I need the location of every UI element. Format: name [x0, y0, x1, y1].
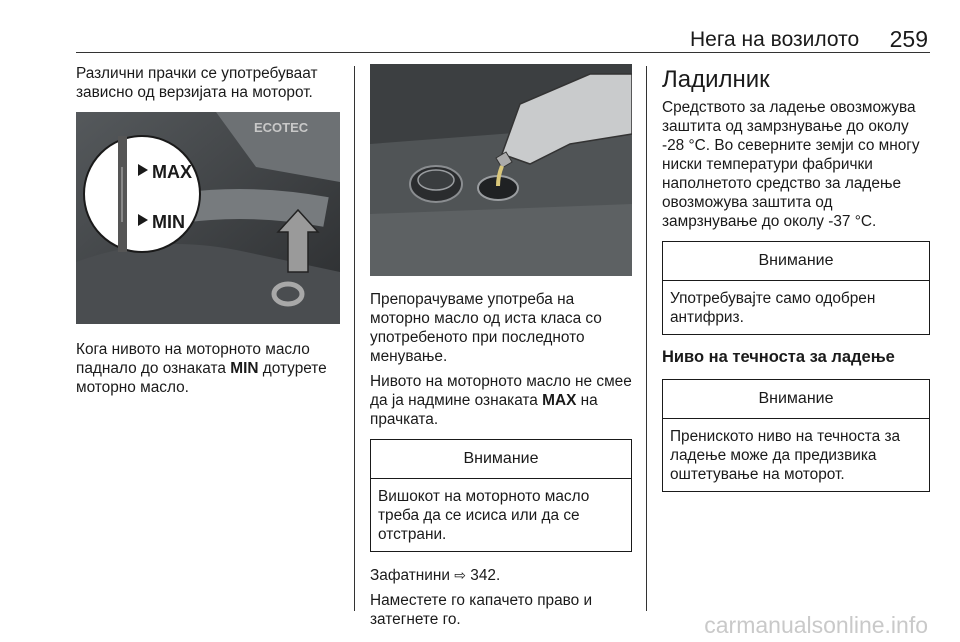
reference-page-link[interactable]: 342. — [466, 567, 501, 584]
running-header-title: Нега на возилото — [690, 28, 860, 51]
engine-mark: ECOTEC — [254, 120, 309, 135]
column-3 — [662, 66, 930, 492]
max-text-after: на прачката. — [370, 392, 598, 428]
intro-paragraph: Различни прачки се употребуваат зависно од верзијата на моторот. — [76, 65, 318, 101]
cap-paragraph: Наместете го капачето право и затегнете го. — [370, 592, 593, 628]
max-text-bold: MAX — [542, 392, 577, 409]
column-divider-2 — [646, 66, 647, 611]
caution-body: Вишокот на моторното масло треба да се исиса или да се отстрани. — [378, 488, 590, 543]
min-label: MIN — [152, 212, 185, 232]
column-1 — [76, 64, 340, 403]
oil-fill-illustration — [370, 64, 632, 276]
max-text-before: Нивото на моторното масло не смее да ја надмине ознаката — [370, 373, 632, 409]
magnifier-circle — [84, 136, 200, 252]
oil-fill-figure — [370, 64, 632, 276]
caution-body: Употребувајте само одобрен антифриз. — [670, 290, 876, 326]
reference-label: Зафатнини — [370, 567, 450, 584]
caution-body: Прениското ниво на течноста за ладење може да предизвика оштетување на моторот. — [670, 428, 901, 483]
caution-box-antifreeze — [662, 241, 930, 335]
capacity-reference — [370, 566, 632, 585]
caution-title: Внимание — [371, 440, 631, 479]
dipstick-illustration — [76, 112, 340, 324]
column-divider-1 — [354, 66, 355, 611]
oil-class-paragraph: Препорачуваме употреба на моторно масло од иста класа со употребеното при последното менување. — [370, 291, 602, 365]
min-level-paragraph — [76, 340, 340, 397]
caution-title: Внимание — [663, 380, 929, 419]
watermark: carmanualsonline.info — [704, 612, 928, 638]
coolant-heading: Ладилник — [662, 66, 770, 93]
header-rule — [76, 52, 930, 53]
caution-box-coolant-level — [662, 379, 930, 492]
column-2 — [370, 64, 632, 635]
min-text-after: дотурете моторно масло. — [76, 360, 327, 396]
max-level-paragraph — [370, 372, 632, 429]
coolant-level-subheading: Ниво на течноста за ладење — [662, 348, 895, 366]
caution-box-excess-oil — [370, 439, 632, 552]
page-number: 259 — [889, 26, 928, 52]
min-text-before: Кога нивото на моторното масло паднало до ознаката — [76, 341, 310, 377]
min-text-bold: MIN — [230, 360, 259, 377]
dipstick-figure — [76, 112, 340, 324]
caution-title: Внимание — [663, 242, 929, 281]
max-label: MAX — [152, 162, 192, 182]
reference-arrow-icon: ⇨ — [454, 567, 466, 583]
coolant-paragraph: Средството за ладење овозможува заштита од замрзнување до околу -28 °C. Во северните земји со многу ниски температури фабрички наполнетото средство за ладење овозможува заштита од замрзнување до околу -37 °C. — [662, 99, 920, 230]
